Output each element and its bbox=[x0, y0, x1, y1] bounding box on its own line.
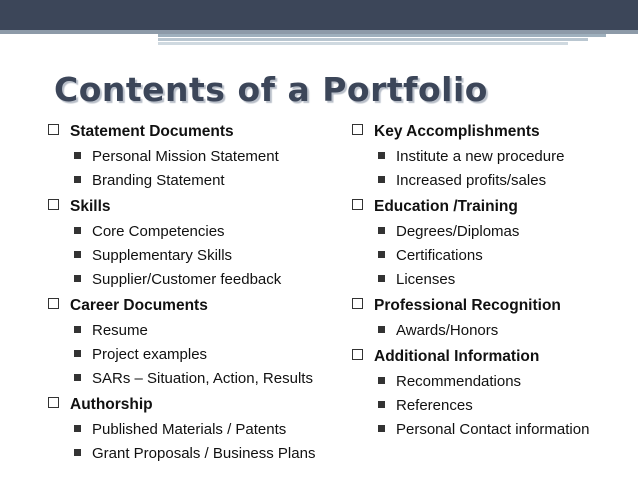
bullet-level1 bbox=[48, 120, 348, 193]
sub-list bbox=[70, 319, 348, 391]
bullet-level2 bbox=[70, 268, 348, 292]
filled-square-bullet-icon bbox=[378, 227, 385, 234]
bullet-level2-label: Awards/Honors bbox=[396, 322, 499, 339]
left-column bbox=[48, 120, 348, 468]
sub-list bbox=[374, 370, 638, 442]
filled-square-bullet-icon bbox=[378, 425, 385, 432]
hollow-square-bullet-icon bbox=[352, 298, 363, 309]
hollow-square-bullet-icon bbox=[48, 397, 59, 408]
hollow-square-bullet-icon bbox=[352, 349, 363, 360]
bullet-level2-label: SARs – Situation, Action, Results bbox=[92, 370, 313, 387]
filled-square-bullet-icon bbox=[74, 326, 81, 333]
filled-square-bullet-icon bbox=[74, 374, 81, 381]
sub-list bbox=[70, 220, 348, 292]
bullet-level1-label: Statement Documents bbox=[70, 123, 234, 140]
bullet-level2-label: Core Competencies bbox=[92, 223, 225, 240]
bullet-level2 bbox=[70, 418, 348, 442]
bullet-level2-label: Grant Proposals / Business Plans bbox=[92, 445, 316, 462]
bullet-level2 bbox=[70, 220, 348, 244]
filled-square-bullet-icon bbox=[74, 251, 81, 258]
bullet-level2-label: Increased profits/sales bbox=[396, 172, 547, 189]
bullet-level2 bbox=[374, 220, 638, 244]
sub-list bbox=[374, 220, 638, 292]
accent-stripes bbox=[158, 34, 606, 46]
right-column-list bbox=[352, 120, 638, 442]
bullet-level1-label: Education /Training bbox=[374, 198, 518, 215]
right-column bbox=[352, 120, 638, 444]
slide-title: Contents of a Portfolio bbox=[54, 70, 488, 109]
bullet-level2-label: Licenses bbox=[396, 271, 456, 288]
bullet-level1 bbox=[352, 120, 638, 193]
filled-square-bullet-icon bbox=[74, 350, 81, 357]
bullet-level2 bbox=[374, 169, 638, 193]
left-column-list bbox=[48, 120, 348, 466]
bullet-level2 bbox=[374, 319, 638, 343]
filled-square-bullet-icon bbox=[74, 425, 81, 432]
filled-square-bullet-icon bbox=[74, 227, 81, 234]
bullet-level1-label: Additional Information bbox=[374, 348, 540, 365]
bullet-level2 bbox=[374, 418, 638, 442]
bullet-level2 bbox=[70, 442, 348, 466]
bullet-level1 bbox=[48, 294, 348, 391]
filled-square-bullet-icon bbox=[378, 251, 385, 258]
bullet-level2-label: Supplementary Skills bbox=[92, 247, 233, 264]
accent-stripe-3 bbox=[158, 42, 568, 45]
bullet-level1 bbox=[352, 195, 638, 292]
hollow-square-bullet-icon bbox=[352, 124, 363, 135]
sub-list bbox=[374, 145, 638, 193]
filled-square-bullet-icon bbox=[378, 377, 385, 384]
bullet-level2-label: Resume bbox=[92, 322, 148, 339]
accent-stripe-1 bbox=[158, 34, 606, 37]
bullet-level2-label: Personal Mission Statement bbox=[92, 148, 279, 165]
bullet-level2 bbox=[374, 370, 638, 394]
bullet-level2 bbox=[374, 394, 638, 418]
hollow-square-bullet-icon bbox=[352, 199, 363, 210]
bullet-level1 bbox=[48, 195, 348, 292]
sub-list bbox=[374, 319, 638, 343]
bullet-level2-label: Supplier/Customer feedback bbox=[92, 271, 282, 288]
bullet-level1 bbox=[48, 393, 348, 466]
bullet-level1 bbox=[352, 345, 638, 442]
bullet-level2-label: Institute a new procedure bbox=[396, 148, 565, 165]
hollow-square-bullet-icon bbox=[48, 124, 59, 135]
filled-square-bullet-icon bbox=[74, 152, 81, 159]
bullet-level1-label: Skills bbox=[70, 198, 111, 215]
bullet-level1-label: Career Documents bbox=[70, 297, 208, 314]
bullet-level2 bbox=[374, 268, 638, 292]
bullet-level2 bbox=[374, 244, 638, 268]
filled-square-bullet-icon bbox=[74, 449, 81, 456]
hollow-square-bullet-icon bbox=[48, 298, 59, 309]
sub-list bbox=[70, 418, 348, 466]
sub-list bbox=[70, 145, 348, 193]
bullet-level2 bbox=[70, 367, 348, 391]
top-decorative-band bbox=[0, 0, 638, 30]
bullet-level2-label: Degrees/Diplomas bbox=[396, 223, 520, 240]
hollow-square-bullet-icon bbox=[48, 199, 59, 210]
bullet-level1-label: Professional Recognition bbox=[374, 297, 561, 314]
bullet-level2-label: Personal Contact information bbox=[396, 421, 590, 438]
filled-square-bullet-icon bbox=[74, 275, 81, 282]
bullet-level2-label: Certifications bbox=[396, 247, 483, 264]
bullet-level2-label: Recommendations bbox=[396, 373, 522, 390]
bullet-level1 bbox=[352, 294, 638, 343]
bullet-level2-label: Published Materials / Patents bbox=[92, 421, 287, 438]
bullet-level2 bbox=[70, 244, 348, 268]
bullet-level2-label: Project examples bbox=[92, 346, 208, 363]
bullet-level2 bbox=[70, 319, 348, 343]
accent-stripe-2 bbox=[158, 38, 588, 41]
filled-square-bullet-icon bbox=[74, 176, 81, 183]
bullet-level2 bbox=[374, 145, 638, 169]
filled-square-bullet-icon bbox=[378, 401, 385, 408]
filled-square-bullet-icon bbox=[378, 176, 385, 183]
bullet-level2 bbox=[70, 169, 348, 193]
bullet-level2-label: References bbox=[396, 397, 473, 414]
bullet-level2 bbox=[70, 145, 348, 169]
bullet-level2 bbox=[70, 343, 348, 367]
filled-square-bullet-icon bbox=[378, 152, 385, 159]
filled-square-bullet-icon bbox=[378, 275, 385, 282]
filled-square-bullet-icon bbox=[378, 326, 385, 333]
bullet-level1-label: Authorship bbox=[70, 396, 153, 413]
bullet-level1-label: Key Accomplishments bbox=[374, 123, 540, 140]
bullet-level2-label: Branding Statement bbox=[92, 172, 225, 189]
